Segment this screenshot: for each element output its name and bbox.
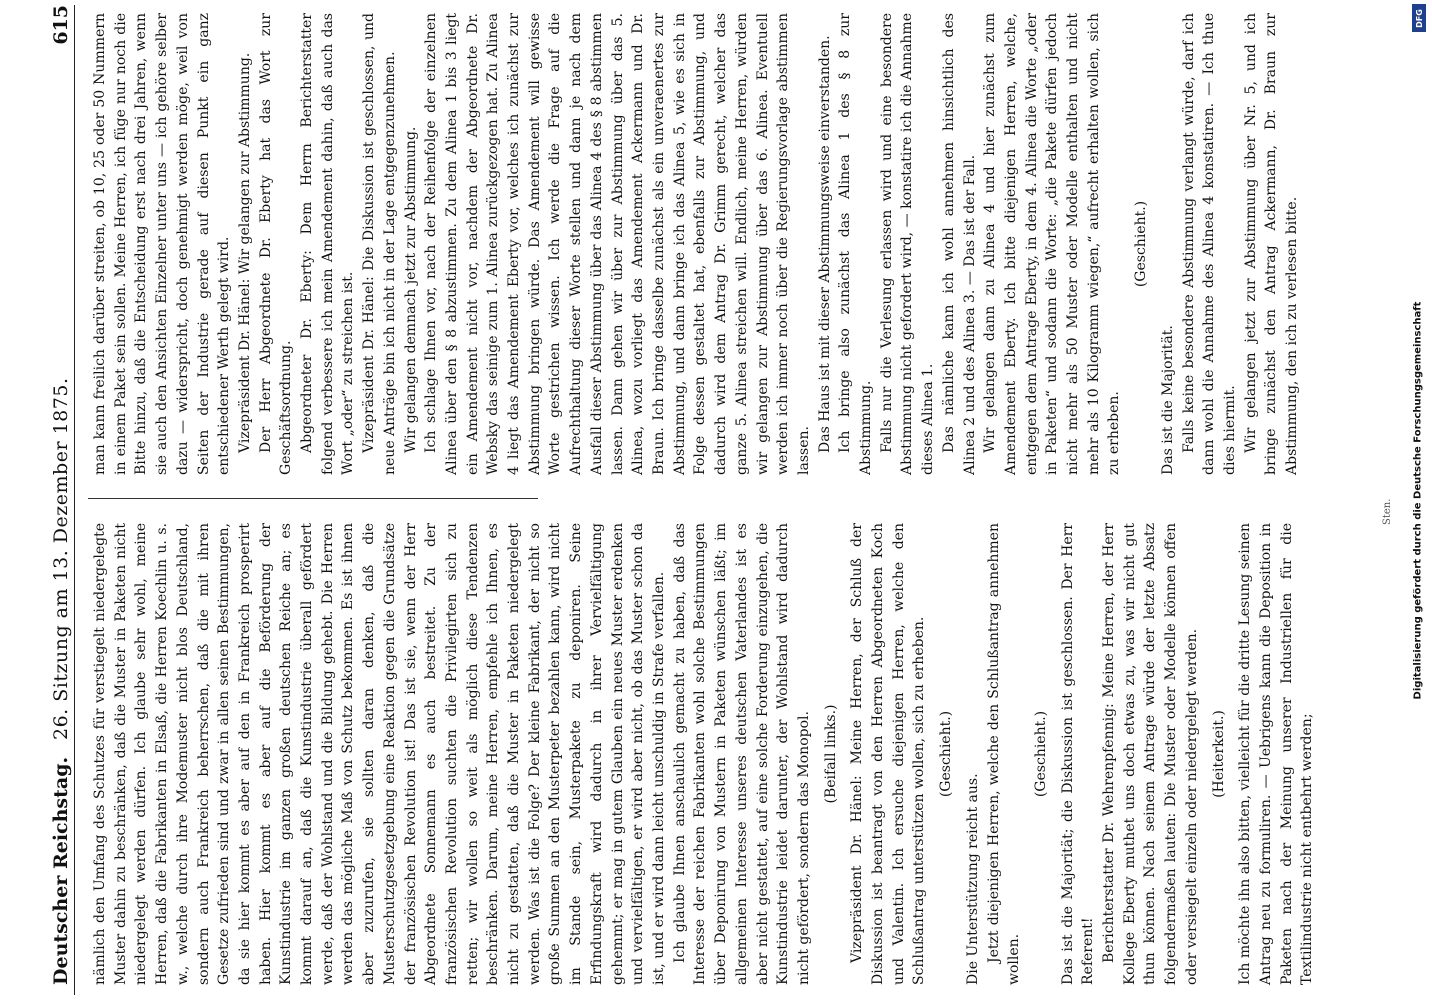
paragraph: Wir gelangen jetzt zur Abstimmung über Nr. 5, und ich bringe zunächst den Antrag Ackermann, Dr. Braun zur Abstimmung, den ich zu verlesen bitte. — [1242, 13, 1301, 475]
left-column — [90, 523, 1318, 985]
session-title: 26. Sitzung am 13. Dezember 1875. — [50, 377, 72, 740]
rotated-page-content — [50, 5, 1410, 995]
paragraph: Der Herr Abgeordnete Dr. Eberty hat das Wort zur Geschäftsordnung. — [257, 13, 295, 475]
speech-eberty: Abgeordneter Dr. Eberty: Dem Herrn Berichterstatter folgend verbessere ich mein Amendement dahin, daß auch das Wort „oder“ zu streichen ist. — [299, 13, 357, 475]
dfg-logo: DFG — [1412, 4, 1426, 32]
speech-vp-hanel: Vizepräsident Dr. Hänel: Die Diskussion ist geschlossen, und neue Anträge bin ich nicht in der Lage entgegenzunehmen. — [361, 13, 398, 475]
page-header — [50, 5, 75, 995]
paragraph: Das ist die Majorität. — [1159, 325, 1176, 475]
column-divider — [88, 498, 538, 499]
right-column — [90, 13, 1303, 475]
page-number: 615 — [50, 5, 72, 45]
paragraph: Das nämliche kann ich wohl annehmen hinsichtlich des Alinea 2 und des Alinea 3. — Das ist der Fall. — [940, 13, 978, 475]
stage-direction: (Geschieht.) — [938, 710, 955, 798]
stage-direction: (Beifall links.) — [822, 704, 839, 804]
paragraph: Falls keine besondere Abstimmung verlangt würde, darf ich dann wohl die Annahme des Alinea 4 konstatiren. — Ich thue dies hiermit. — [1180, 13, 1238, 475]
footer-mark: Sten. — [1382, 498, 1393, 525]
paragraph: Das ist die Majorität; die Diskussion ist geschlossen. Der Herr Referent! — [1059, 523, 1097, 985]
paragraph: Ich glaube Ihnen anschaulich gemacht zu haben, daß das Interesse der reichen Fabrikanten wohl solche Bestimmungen über Deponirung von Mustern in Paketen wünschen läßt; im allgemeinen Interesse unseres deutschen Vaterlandes ist es aber nicht gestattet, auf eine solche Forderung einzugehen, die Kunstindustrie leidet darunter, der Wohlstand wird dadurch nicht gefördert, sondern das Monopol. — [671, 523, 812, 985]
speech-referent: Berichterstatter Dr. Wehrenpfennig: Meine Herren, der Herr Kollege Eberty muthet uns doch etwas zu, was wir nicht gut thun können. Nach seinem Antrage würde der letzte Absatz folgendermaßen lauten: Die Muster oder Modelle können offen oder versiegelt einzeln oder niedergelegt werden. — [1101, 523, 1200, 985]
speech-vp-hanel: Vizepräsident Dr. Hänel: Meine Herren, der Schluß der Diskussion ist beantragt von den Herren Abgeordneten Koch und Valentin. Ich ersuche diejenigen Herren, welche den Schlußantrag unterstützen wollen, sich zu erheben. — [849, 523, 928, 985]
paragraph: Ich möchte ihn also bitten, vielleicht für die dritte Lesung seinen Antrag neu zu formuliren. — Uebrigens kann die Deposition in Paketen nach der Meinung unserer Industriellen für die Textilindustrie nicht entbehrt werden; — [1237, 523, 1316, 985]
paragraph: Das Haus ist mit dieser Abstimmungsweise einverstanden. — [816, 35, 833, 453]
paragraph: Jetzt diejenigen Herren, welche den Schlußantrag annehmen wollen. — [985, 523, 1023, 985]
paragraph: nämlich den Umfang des Schutzes für verstiegelt niedergelegte Muster dahin zu beschränken, daß die Muster in Paketen nicht niedergelegt werden dürfen. Ich glaube sehr wohl, meine Herren, daß die Fabrikanten in Elsaß, die Herren Koechlin u. s. w., welche durch ihre Modemuster nicht blos Deutschland, sondern auch Frankreich beherrschen, daß die mit ihren Gesetze zufrieden sind und zwar in allen seinen Bestimmungen, da sie hier kommt es aber auf den in Frankreich prosperirt haben. Hier kommt es aber auf die Beförderung der Kunstindustrie im ganzen großen deutschen Reiche an; es kommt darauf an, daß die Kunstindustrie überall gefördert werde, daß der Wohlstand und die Bildung gehebt. Die Herren werden das mögliche Maß von Schutz bekommen. Es ist ihnen aber zuzurufen, sie sollten daran denken, daß die Musterschutzgesetzgebung eine Reaktion gegen die Grundsätze der französischen Revolution ist! Das ist sie, wenn der Herr Abgeordnete Sonnemann es auch bestreitet. Zu der französischen Revolution suchten die Privilegirten sich zu retten; wir wollen so weit als möglich diese Tendenzen beschränken. Darum, meine Herren, empfehle ich Ihnen, es nicht zu gestatten, daß die Muster in Paketen niedergelegt werden. Was ist die Folge? Der kleine Fabrikant, der nicht so große Summen an den Musterpeter bezahlen kann, wird nicht im Stande sein, Musterpakete zu deponiren. Seine Erfindungskraft wird dadurch in ihrer Vervielfältigung gehemmt; er mag in gutem Glauben ein neues Muster erdenken und vervielfältigen, er wird aber nicht, ob das Muster schon da ist, und er wird dann leicht unschuldig in Strafe verfallen. — [92, 523, 667, 985]
stage-direction: (Geschieht.) — [1032, 710, 1049, 798]
paragraph: Wir gelangen demnach jetzt zur Abstimmung. — [402, 126, 419, 453]
paragraph: Falls nur die Verlesung erlassen wird und eine besondere Abstimmung nicht gefordert wird, — konstatire ich die Annahme dieses Alinea 1. — [878, 13, 937, 475]
paragraph: Ich bringe also zunächst das Alinea 1 des § 8 zur Abstimmung. — [837, 13, 875, 475]
journal-title: Deutscher Reichstag. — [50, 756, 72, 985]
paragraph: Die Unterstützung reicht aus. — [964, 773, 981, 985]
paragraph: Ich schlage Ihnen vor, nach der Reihenfolge der einzelnen Alinea über den § 8 abzustimmen. Zu dem Alinea 1 bis 3 liegt ein Amendement nicht vor, nachdem der Abgeordnete Dr. Websky das seinige zum 1. Alinea zurückgezogen hat. Zu Alinea 4 liegt das Amendement Eberty vor, welches ich zunächst zur Abstimmung bringen würde. Das Amendement will gewisse Worte gestrichen wissen. Ich werde die Frage auf die Aufrechthaltung dieser Worte stellen und dann je nach dem Ausfall dieser Abstimmung über das Alinea 4 des § 8 abstimmen lassen. Dann gehen wir über zur Abstimmung über das 5. Alinea, wozu vorliegt das Amendement Ackermann und Dr. Braun. Ich bringe dasselbe zunächst als ein unveraenertes zur Abstimmung, und dann bringe ich das Alinea 5, wie es sich in Folge dessen gestaltet hat, ebenfalls zur Abstimmung, und dadurch wird dem Antrag Dr. Grimm gerecht, welcher das ganze 5. Alinea streichen will. Endlich, meine Herren, würden wir gelangen zur Abstimmung über das 6. Alinea. Eventuell werden ich immer noch über die Regierungsvorlage abstimmen lassen. — [423, 13, 812, 475]
stage-direction: (Heiterkeit.) — [1210, 710, 1227, 798]
stage-direction: (Geschieht.) — [1133, 200, 1150, 288]
digitization-note-text: Digitalisierung gefördert durch die Deutsche Forschungsgemeinschaft — [1412, 301, 1424, 699]
paragraph: man kann freilich darüber streiten, ob 10, 25 oder 50 Nummern in einem Paket sein sollen. Meine Herren, ich füge nur noch die Bitte hinzu, daß die Entscheidung erst nach drei Jahren, wenn sie auch den Ansichten Einzelner unter uns — ich gehöre selber dazu — widerspricht, doch genehmigt werden möge, weil von Seiten der Industrie gerade auf diesen Punkt ein ganz entschiedener Werth gelegt wird. — [92, 13, 233, 475]
paragraph: Wir gelangen dann zu Alinea 4 und hier zunächst zum Amendement Eberty. Ich bitte diejenigen Herren, welche, entgegen dem Antrage Eberty, in dem 4. Alinea die Worte „oder in Paketen“ und sodann die Worte: „die Pakete dürfen jedoch nicht mehr als 50 Muster oder Modelle enthalten und nicht mehr als 10 Kilogramm wiegen,“ aufrecht erhalten wollen, sich zu erheben. — [982, 13, 1123, 475]
digitization-note — [1408, 0, 1428, 1000]
speech-vp-hanel: Vizepräsident Dr. Hänel: Wir gelangen zur Abstimmung. — [236, 52, 253, 453]
